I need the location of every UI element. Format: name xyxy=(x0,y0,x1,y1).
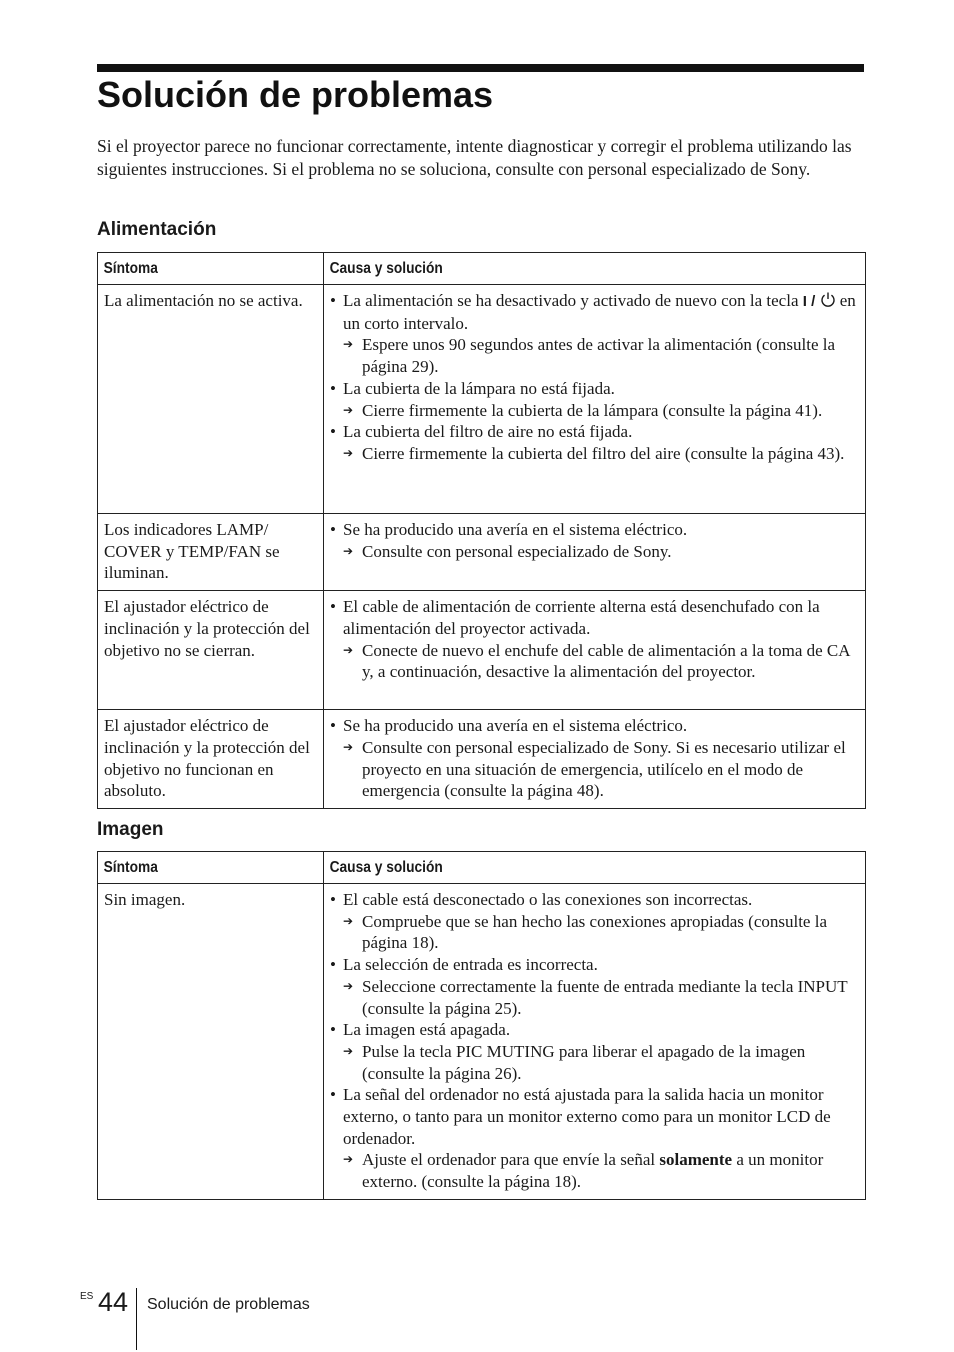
solution-item: ➔ Espere unos 90 segundos antes de activar la alimentación (consulte la página 29). xyxy=(330,334,859,377)
solution-item: ➔ Consulte con personal especializado de Sony. xyxy=(330,541,859,563)
cause-item: • El cable de alimentación de corriente alterna está desenchufado con la alimentación del proyector activada. xyxy=(330,596,859,639)
cause-item: • La cubierta de la lámpara no está fijada. xyxy=(330,378,859,400)
table-row xyxy=(98,514,866,591)
solution-item: ➔ Consulte con personal especializado de Sony. Si es necesario utilizar el proyecto en una situación de emergencia, utilícelo en el modo de emergencia (consulte la página 48). xyxy=(330,737,859,802)
table-header-row xyxy=(98,852,866,884)
cause-item: • El cable está desconectado o las conexiones son incorrectas. xyxy=(330,889,859,911)
table-row xyxy=(98,591,866,710)
page-title: Solución de problemas xyxy=(97,74,494,115)
footer-page-number: 44 xyxy=(98,1287,129,1317)
solution-item: ➔ Cierre firmemente la cubierta del filtro del aire (consulte la página 43). xyxy=(330,443,859,465)
solution-item: ➔ Ajuste el ordenador para que envíe la señal solamente a un monitor externo. (consulte la página 18). xyxy=(330,1149,859,1192)
cause-cell xyxy=(324,285,866,514)
header-symptom: Síntoma xyxy=(98,852,292,884)
symptom-cell: Los indicadores LAMP/ COVER y TEMP/FAN se iluminan. xyxy=(98,514,324,591)
cause-cell xyxy=(324,514,866,591)
footer-section-title: Solución de problemas xyxy=(147,1296,310,1313)
header-cause: Causa y solución xyxy=(324,253,790,285)
symptom-cell: Sin imagen. xyxy=(98,884,324,1200)
cause-cell xyxy=(324,710,866,809)
header-symptom: Síntoma xyxy=(98,253,292,285)
symptom-cell: El ajustador eléctrico de inclinación y la protección del objetivo no se cierran. xyxy=(98,591,324,710)
title-rule xyxy=(97,64,864,72)
symptom-cell: El ajustador eléctrico de inclinación y la protección del objetivo no funcionan en absoluto. xyxy=(98,710,324,809)
footer-divider xyxy=(136,1288,137,1350)
emphasis-text: solamente xyxy=(659,1150,733,1170)
intro-paragraph: Si el proyector parece no funcionar correctamente, intente diagnosticar y corregir el problema utilizando las siguientes instrucciones. Si el problema no se soluciona, consulte con personal especializado de Sony. xyxy=(97,136,852,179)
solution-item: ➔ Compruebe que se han hecho las conexiones apropiadas (consulte la página 18). xyxy=(330,911,859,954)
table-row xyxy=(98,884,866,1200)
solution-item: ➔ Seleccione correctamente la fuente de entrada mediante la tecla INPUT (consulte la página 25). xyxy=(330,976,859,1019)
cause-item: • La imagen está apagada. xyxy=(330,1019,859,1041)
header-cause: Causa y solución xyxy=(324,852,790,884)
cause-cell xyxy=(324,591,866,710)
cause-cell xyxy=(324,884,866,1200)
symptom-cell: La alimentación no se activa. xyxy=(98,285,324,514)
power-icon xyxy=(820,291,836,308)
table-header-row xyxy=(98,253,866,285)
section-heading-power: Alimentación xyxy=(97,219,217,240)
solution-item: ➔ Pulse la tecla PIC MUTING para liberar el apagado de la imagen (consulte la página 26). xyxy=(330,1041,859,1084)
power-troubleshooting-table xyxy=(97,252,866,809)
section-heading-image: Imagen xyxy=(97,819,164,840)
solution-item: ➔ Conecte de nuevo el enchufe del cable de alimentación a la toma de CA y, a continuación, desactive la alimentación del proyector. xyxy=(330,640,859,683)
cause-item: • La señal del ordenador no está ajustada para la salida hacia un monitor externo, o tanto para un monitor externo como para un monitor LCD de ordenador. xyxy=(330,1084,859,1149)
cause-item: • La cubierta del filtro de aire no está fijada. xyxy=(330,421,859,443)
cause-item: • La alimentación se ha desactivado y activado de nuevo con la tecla I / en un corto intervalo. xyxy=(330,290,859,334)
cause-item: • Se ha producido una avería en el sistema eléctrico. xyxy=(330,715,859,737)
cause-item: • La selección de entrada es incorrecta. xyxy=(330,954,859,976)
power-key-label: I / xyxy=(802,293,816,310)
table-row xyxy=(98,710,866,809)
solution-item: ➔ Cierre firmemente la cubierta de la lámpara (consulte la página 41). xyxy=(330,400,859,422)
footer-language-code: ES xyxy=(80,1291,94,1302)
cause-item: • Se ha producido una avería en el sistema eléctrico. xyxy=(330,519,859,541)
table-row xyxy=(98,285,866,514)
image-troubleshooting-table xyxy=(97,851,866,1200)
